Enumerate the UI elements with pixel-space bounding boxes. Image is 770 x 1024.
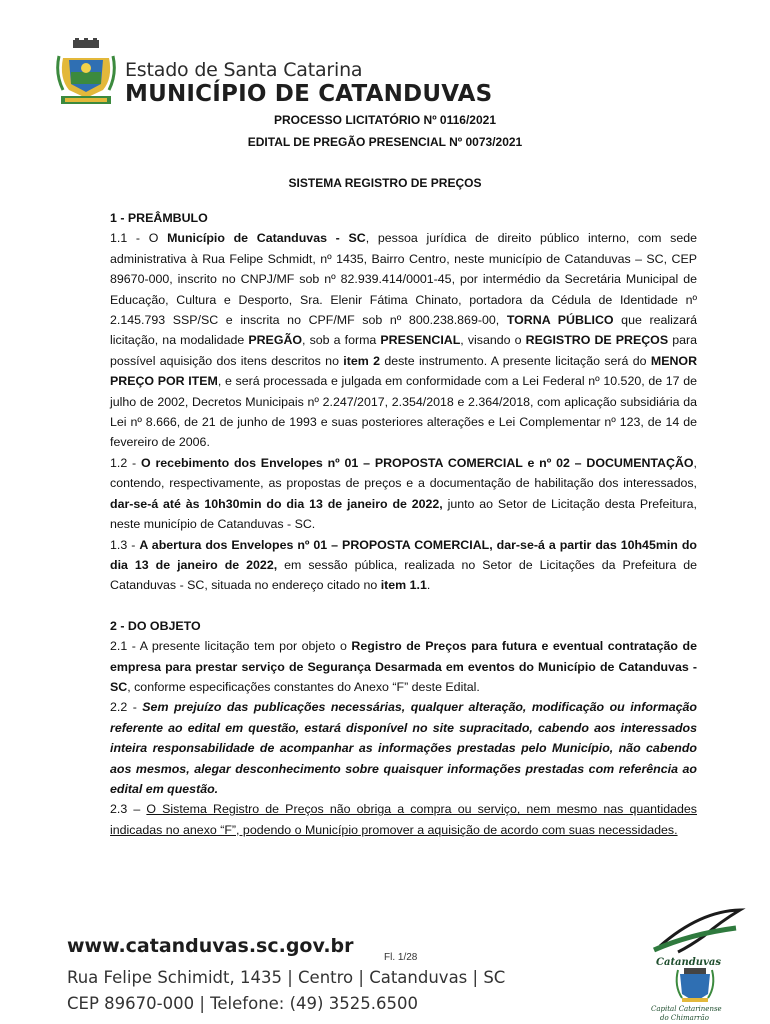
paragraph-2-3: 2.3 – O Sistema Registro de Preços não obriga a compra ou serviço, nem mesmo nas quantidades indicadas no anexo “F”, podendo o Município promover a aquisição de acordo com suas necessidades. <box>110 802 697 837</box>
website-link[interactable]: www.catanduvas.sc.gov.br <box>67 935 354 957</box>
paragraph-2-2: 2.2 - Sem prejuízo das publicações necessárias, qualquer alteração, modificação ou informação referente ao edital em questão, estará disponível no site supracitado, cabendo aos interessados inteira responsabilidade de acompanhar as informações prestadas pelo Município, não cabendo aos mesmos, alegar desconhecimento sobre quaisquer informações prestadas com referência ao edital em questão. <box>110 700 697 796</box>
footer-contact: CEP 89670-000 | Telefone: (49) 3525.6500 <box>67 994 418 1013</box>
letterhead <box>55 38 755 108</box>
paragraph-1-2: 1.2 - O recebimento dos Envelopes nº 01 – PROPOSTA COMERCIAL e nº 02 – DOCUMENTAÇÃO, contendo, respectivamente, as propostas de preços e a documentação de habilitação dos interessados, dar-se-á até às 10h30min do dia 13 de janeiro de 2022, junto ao Setor de Licitação desta Prefeitura, neste município de Catanduvas - SC. <box>110 455 697 532</box>
paragraph-1-3: 1.3 - A abertura dos Envelopes nº 01 – PROPOSTA COMERCIAL, dar-se-á a partir das 10h45min do dia 13 de janeiro de 2022, em sessão pública, realizada no Setor de Licitações da Prefeitura de Catanduvas - SC, situada no endereço citado no item 1.1. <box>110 537 697 593</box>
municipality-name: MUNICÍPIO DE CATANDUVAS <box>125 81 493 107</box>
logo-tagline: do Chimarrão <box>660 1014 709 1022</box>
section-heading: 2 - DO OBJETO <box>110 618 201 633</box>
page-number: Fl. 1/28 <box>384 952 418 963</box>
section-heading: 1 - PREÂMBULO <box>110 211 208 225</box>
system-title: SISTEMA REGISTRO DE PREÇOS <box>288 176 482 190</box>
logo-tagline: Capital Catarinense <box>651 1005 722 1013</box>
process-number: PROCESSO LICITATÓRIO Nº 0116/2021 <box>273 113 496 127</box>
coat-of-arms-icon <box>55 38 117 108</box>
footer-address: Rua Felipe Schimidt, 1435 | Centro | Catanduvas | SC <box>67 968 506 987</box>
logo-city-name: Catanduvas <box>656 957 721 968</box>
document-body <box>110 208 697 840</box>
edital-number: EDITAL DE PREGÃO PRESENCIAL Nº 0073/2021 <box>247 135 523 149</box>
state-name: Estado de Santa Catarina <box>125 59 363 81</box>
paragraph-1-1: 1.1 - O Município de Catanduvas - SC, pessoa jurídica de direito público interno, com sede administrativa à Rua Felipe Schmidt, nº 1435, Bairro Centro, neste município de Catanduvas – SC, CEP 89670-000, inscrito no CNPJ/MF sob nº 82.939.414/0001-45, por intermédio da Secretária Municipal de Educação, Cultura e Desporto, Sra. Elenir Fátima Chinato, portadora da Cédula de Identidade nº 2.145.793 SSP/SC e inscrita no CPF/MF sob nº 800.238.869-00, TORNA PÚBLICO que realizará licitação, na modalidade PREGÃO, sob a forma PRESENCIAL, visando o REGISTRO DE PREÇOS para possível aquisição dos itens descritos no item 2 deste instrumento. A presente licitação será do MENOR PREÇO POR ITEM, e será processada e julgada em conformidade com a Lei Federal nº 10.520, de 17 de julho de 2002, Decretos Municipais nº 2.247/2017, 2.354/2018 e 2.364/2018, com aplicação subsidiária da Lei nº 8.666, de 21 de junho de 1993 e suas posteriores alterações e Lei Complementar nº 123, de 14 de fevereiro de 2006. <box>110 231 698 450</box>
paragraph-2-1: 2.1 - A presente licitação tem por objeto o Registro de Preços para futura e eventual contratação de empresa para prestar serviço de Segurança Desarmada em eventos do Município de Catanduvas - SC, conforme especificações constantes do Anexo “F” deste Edital. <box>110 639 697 694</box>
